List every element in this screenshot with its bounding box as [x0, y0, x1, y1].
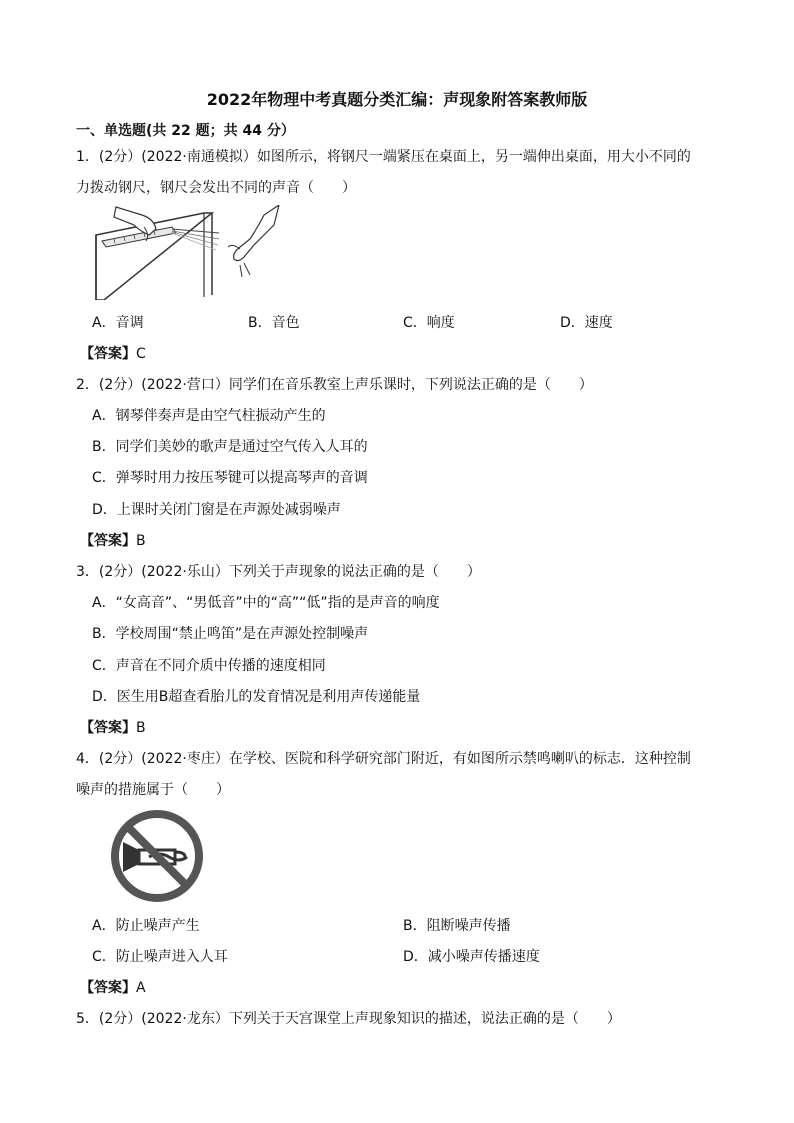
option: B．学校周围“禁止鸣笛”是在声源处控制噪声 — [92, 626, 369, 642]
answer-value: C — [136, 346, 146, 362]
answer-tag: 【答案】 — [80, 533, 136, 549]
answer-4 — [80, 977, 146, 997]
question-5-line-1: 5．(2分）(2022·龙东）下列关于天宫课堂上声现象知识的描述，说法正确的是（ ） — [76, 1011, 621, 1027]
no-horn-sign-icon — [109, 808, 205, 904]
question-4-line-2: 噪声的措施属于（ ） — [76, 782, 230, 798]
question-3-line-1: 3．(2分）(2022·乐山）下列关于声现象的说法正确的是（ ） — [76, 564, 481, 580]
ruler-on-table-figure — [94, 205, 294, 300]
answer-tag: 【答案】 — [80, 720, 136, 736]
answer-value: B — [136, 720, 146, 736]
question-1-line-2: 力拨动钢尺，钢尺会发出不同的声音（ ） — [76, 180, 356, 196]
option: D．速度 — [560, 315, 613, 331]
answer-2 — [80, 530, 146, 550]
question-1-line-1: 1．(2分）(2022·南通模拟）如图所示，将钢尺一端紧压在桌面上，另一端伸出桌面，用大小不同的 — [76, 149, 691, 165]
answer-tag: 【答案】 — [80, 980, 136, 996]
option: C．声音在不同介质中传播的速度相同 — [92, 658, 326, 674]
option: A．“女高音”、“男低音”中的“高”“低”指的是声音的响度 — [92, 595, 440, 611]
section-heading: 一、单选题(共 22 题；共 44 分） — [76, 123, 295, 139]
option: A．音调 — [92, 315, 144, 331]
question-4-line-1: 4．(2分）(2022·枣庄）在学校、医院和科学研究部门附近，有如图所示禁鸣喇叭的标志．这种控制 — [76, 751, 691, 767]
option: B．音色 — [248, 315, 300, 331]
option: A．钢琴伴奏声是由空气柱振动产生的 — [92, 408, 326, 424]
answer-value: B — [136, 533, 146, 549]
option: A．防止噪声产生 — [92, 918, 200, 934]
question-2-line-1: 2．(2分）(2022·营口）同学们在音乐教室上声乐课时，下列说法正确的是（ ） — [76, 377, 593, 393]
option: D．上课时关闭门窗是在声源处减弱噪声 — [92, 502, 341, 518]
option: B．同学们美妙的歌声是通过空气传入人耳的 — [92, 439, 368, 455]
option: D．减小噪声传播速度 — [403, 949, 540, 965]
document-title: 2022年物理中考真题分类汇编：声现象附答案教师版 — [206, 90, 588, 109]
option: C．弹琴时用力按压琴键可以提高琴声的音调 — [92, 470, 368, 486]
option: C．响度 — [403, 315, 455, 331]
option: C．防止噪声进入人耳 — [92, 949, 228, 965]
answer-3 — [80, 717, 146, 737]
answer-tag: 【答案】 — [80, 346, 136, 362]
answer-value: A — [136, 980, 146, 996]
answer-1 — [80, 343, 146, 363]
option: D．医生用B超查看胎儿的发育情况是利用声传递能量 — [92, 689, 421, 705]
option: B．阻断噪声传播 — [403, 918, 511, 934]
